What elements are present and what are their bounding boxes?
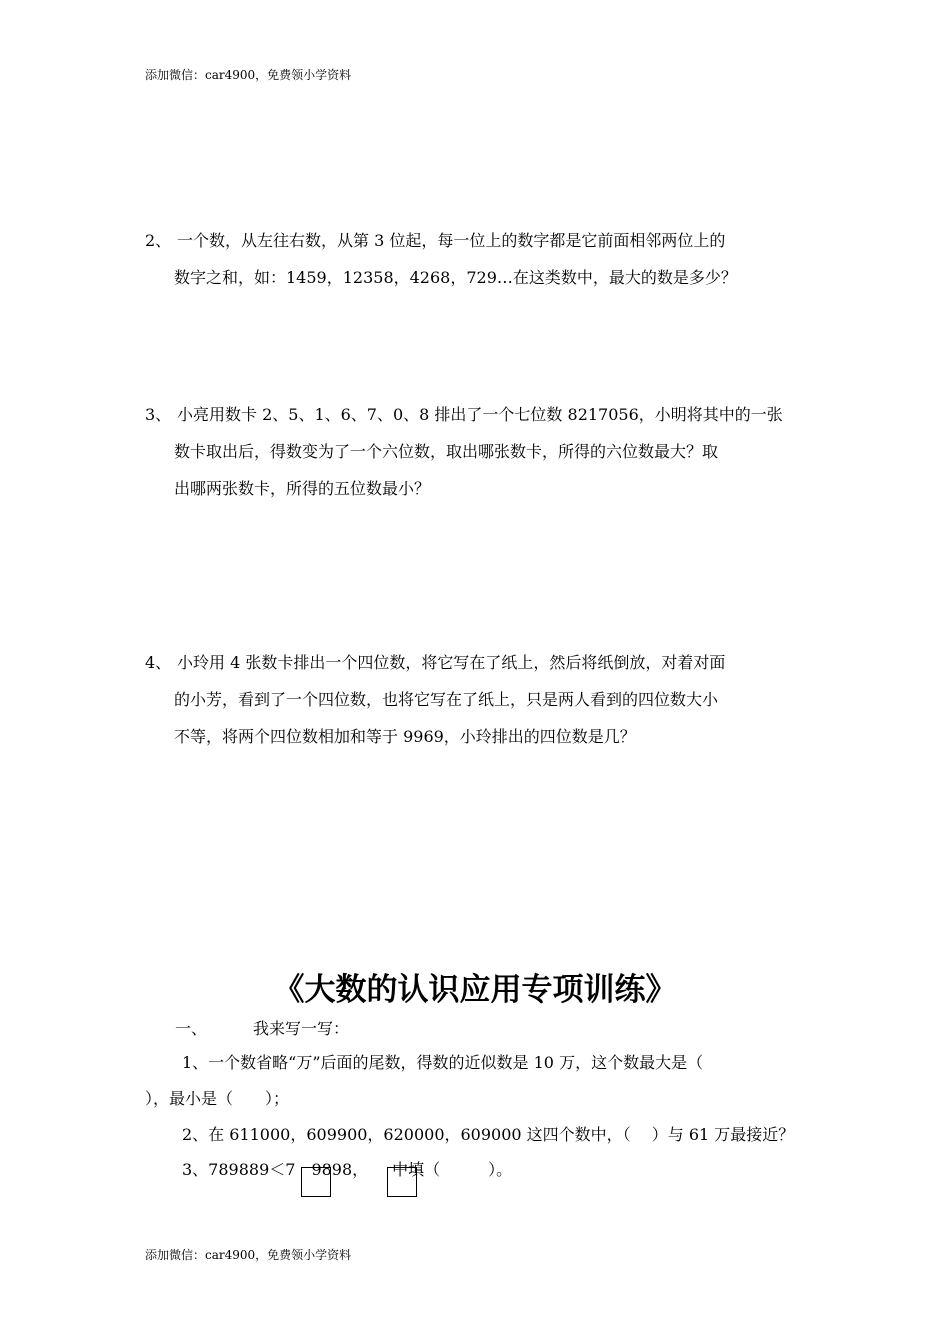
question-line: 数字之和，如：1459，12358，4268，729…在这类数中，最大的数是多少？ xyxy=(174,268,737,287)
question-number: 3、 xyxy=(145,405,172,424)
question-line: 数卡取出后，得数变为了一个六位数，取出哪张数卡，所得的六位数最大？取 xyxy=(174,442,719,461)
question-number: 4、 xyxy=(145,653,172,672)
page-footer: 添加微信：car4900，免费领小学资料 xyxy=(145,1248,352,1262)
question-line: 出哪两张数卡，所得的五位数最小？ xyxy=(174,479,431,498)
blank-box-symbol xyxy=(387,1167,417,1197)
question-4 xyxy=(145,644,815,755)
page-header: 添加微信：car4900，免费领小学资料 xyxy=(145,68,352,82)
question-line: 小亮用数卡 2、5、1、6、7、0、8 排出了一个七位数 8217056，小明将其中的一张 xyxy=(177,405,783,424)
item-1-line-2: ），最小是（ ）； xyxy=(145,1089,290,1108)
section-heading xyxy=(175,1017,349,1041)
question-line: 一个数，从左往右数，从第 3 位起，每一位上的数字都是它前面相邻两位上的 xyxy=(177,231,726,250)
section-number: 一、 xyxy=(175,1019,208,1038)
question-line: 的小芳，看到了一个四位数，也将它写在了纸上，只是两人看到的四位数大小 xyxy=(174,690,719,709)
question-number: 2、 xyxy=(145,231,172,250)
item-3: 3、789889＜7 9898， 中填（ ）。 xyxy=(182,1160,513,1179)
question-line: 不等，将两个四位数相加和等于 9969，小玲排出的四位数是几？ xyxy=(174,727,636,746)
question-3 xyxy=(145,396,815,507)
item-1-line-1: 1、一个数省略“万”后面的尾数，得数的近似数是 10 万，这个数最大是（ xyxy=(182,1053,704,1072)
question-2 xyxy=(145,222,815,296)
digit-blank-box[interactable] xyxy=(301,1167,331,1197)
section-label: 我来写一写： xyxy=(253,1019,350,1038)
section-title: 《大数的认识应用专项训练》 xyxy=(273,972,677,1008)
question-line: 小玲用 4 张数卡排出一个四位数，将它写在了纸上，然后将纸倒放，对着对面 xyxy=(177,653,726,672)
item-2: 2、在 611000，609900，620000，609000 这四个数中，（ ）与 61 万最接近？ xyxy=(182,1125,795,1144)
